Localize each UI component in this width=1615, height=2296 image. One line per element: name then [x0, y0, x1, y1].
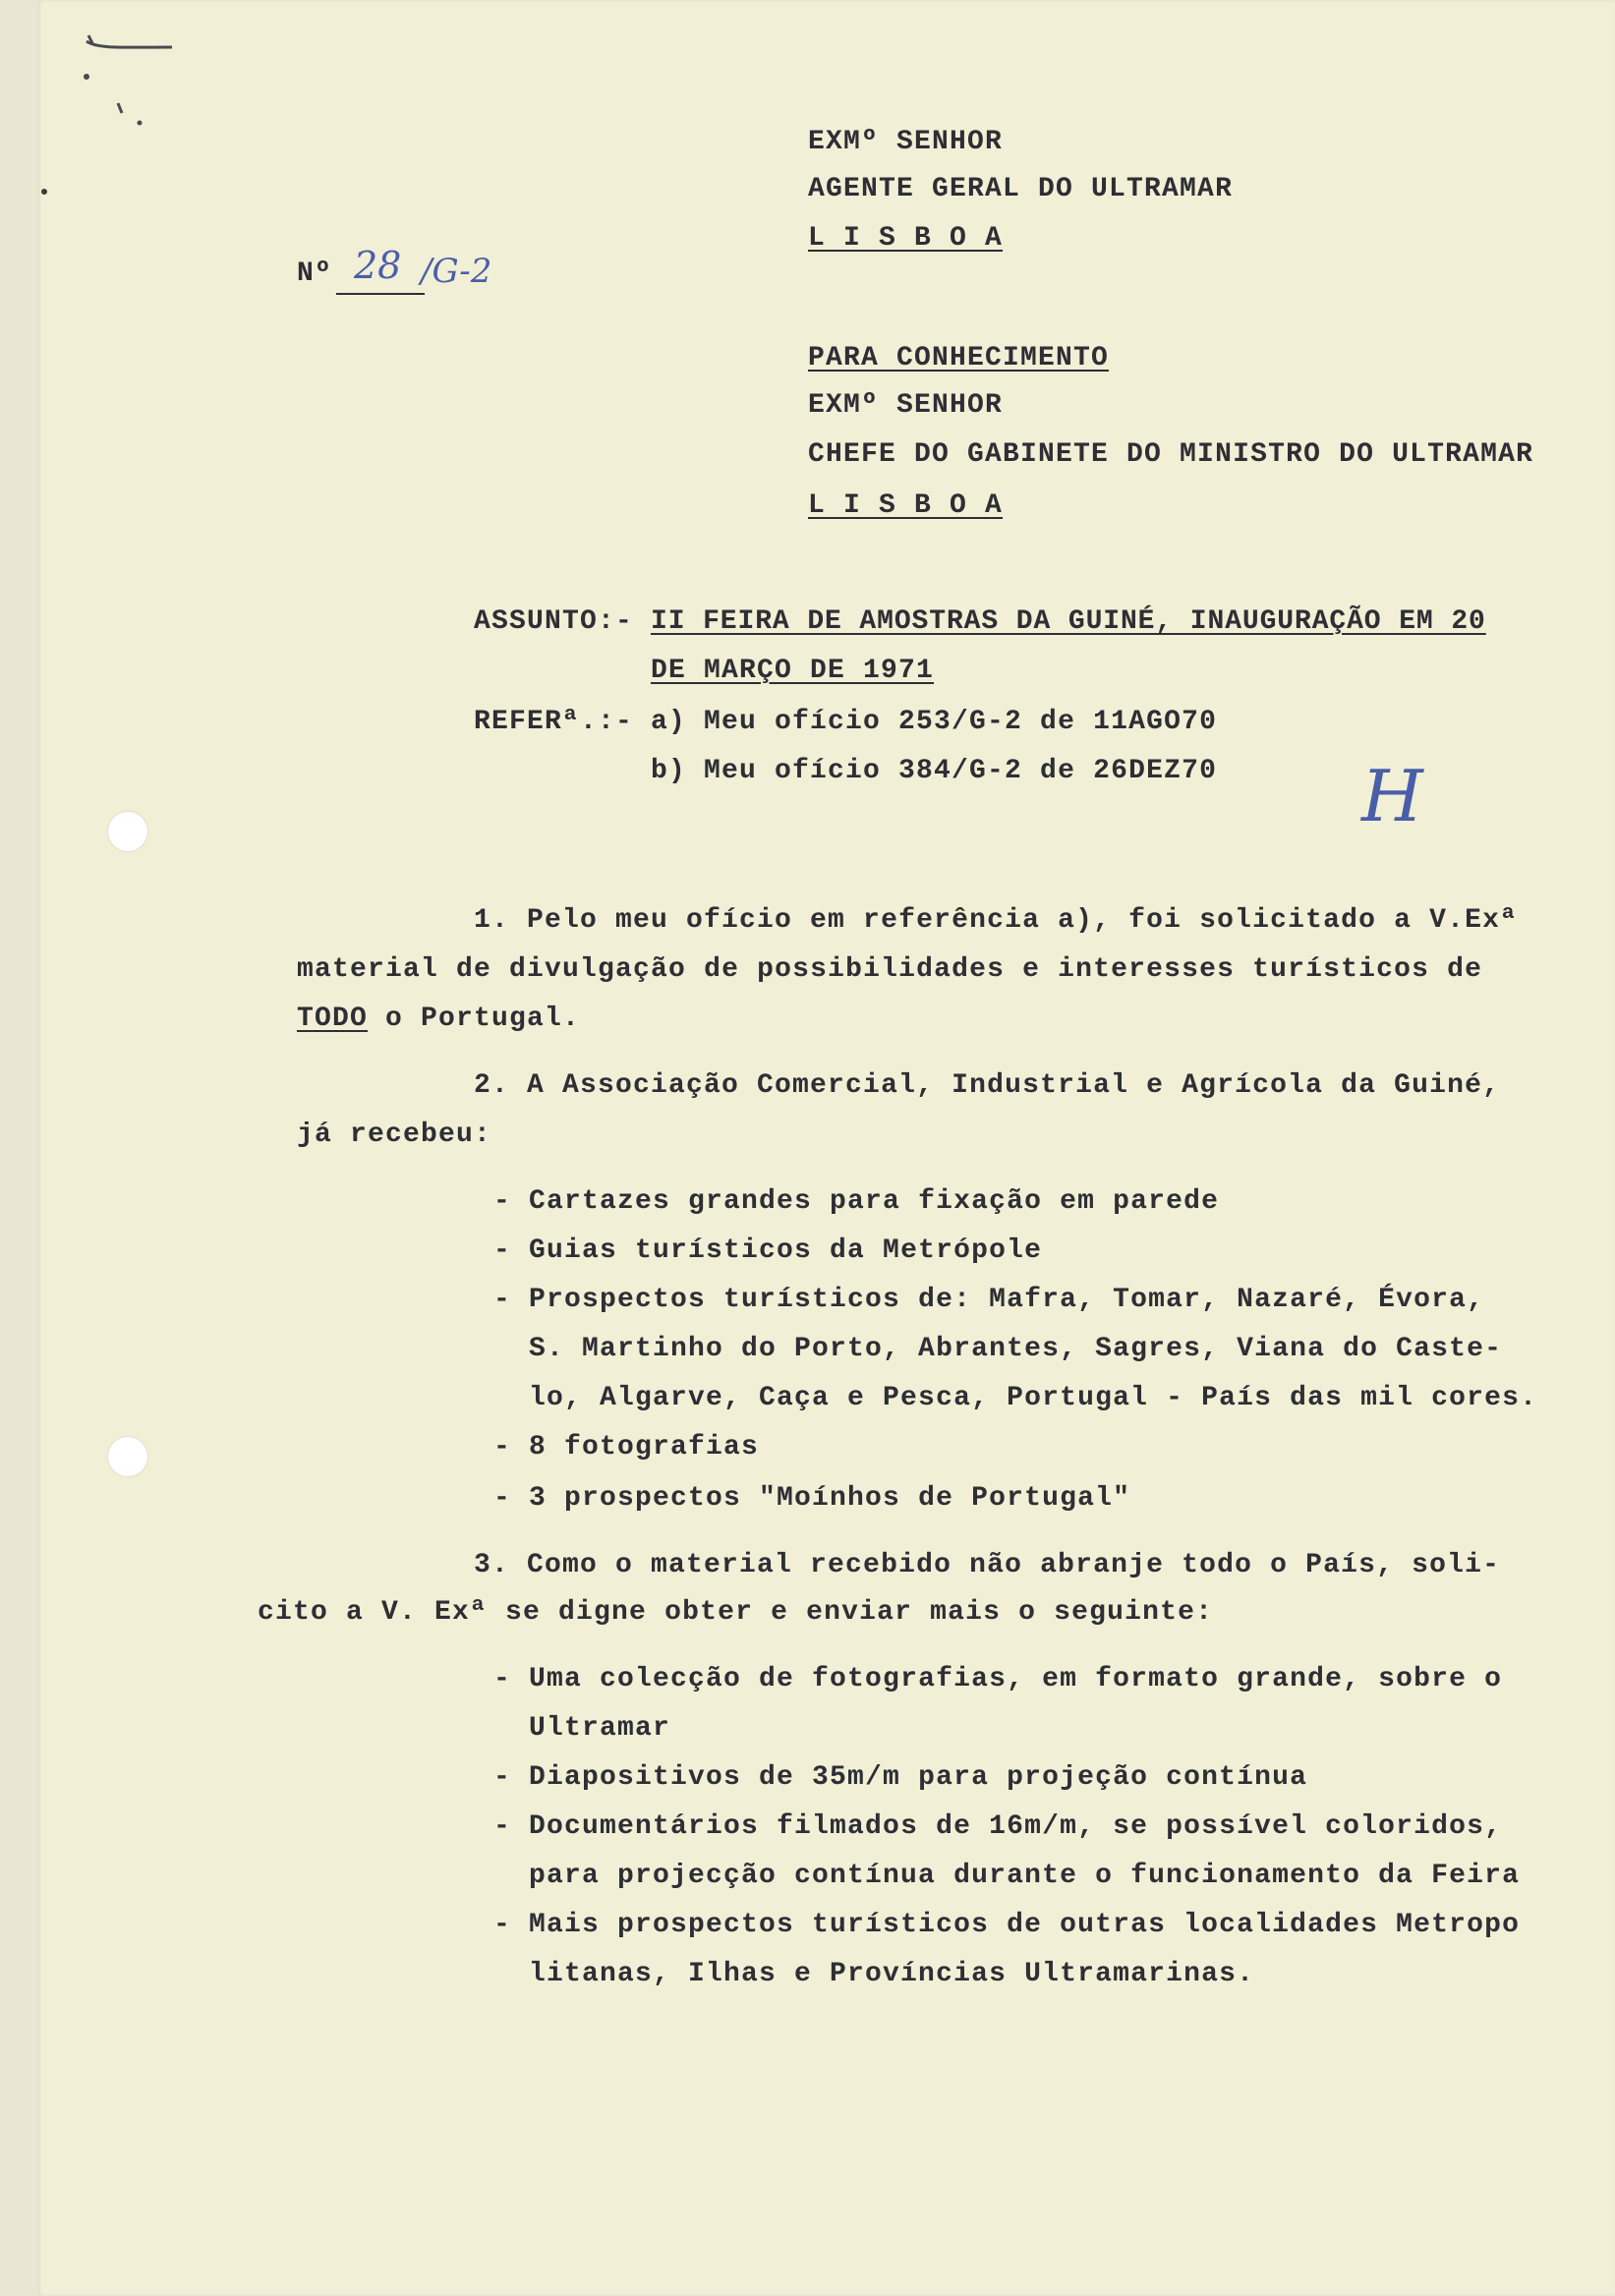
reference-b: b) Meu ofício 384/G-2 de 26DEZ70	[651, 756, 1218, 786]
list1-item: - 3 prospectos "Moínhos de Portugal"	[493, 1483, 1131, 1514]
para2-line-1: 2. A Associação Comercial, Industrial e Agrícola da Guiné,	[474, 1070, 1501, 1101]
reference-a: a) Meu ofício 253/G-2 de 11AGO70	[651, 707, 1218, 737]
references-label: REFERª.:-	[474, 707, 634, 737]
list1-item: - Prospectos turísticos de: Mafra, Tomar, Nazaré, Évora,	[493, 1285, 1485, 1315]
list1-item: - 8 fotografias	[493, 1432, 760, 1463]
addressee-title: AGENTE GERAL DO ULTRAMAR	[808, 174, 1234, 204]
list1-item-continuation: lo, Algarve, Caça e Pesca, Portugal - País das mil cores.	[529, 1383, 1538, 1413]
subject-line-1: II FEIRA DE AMOSTRAS DA GUINÉ, INAUGURAÇÃO EM 20	[651, 606, 1486, 637]
copy-to-title: CHEFE DO GABINETE DO MINISTRO DO ULTRAMAR	[808, 439, 1534, 470]
addressee-salutation: EXMº SENHOR	[808, 127, 1004, 157]
list2-item: - Documentários filmados de 16m/m, se possível coloridos,	[493, 1811, 1503, 1842]
list2-item-continuation: Ultramar	[529, 1713, 671, 1744]
subject-label: ASSUNTO:-	[474, 606, 634, 637]
corner-scribble-mark	[79, 20, 187, 128]
subject-line-2: DE MARÇO DE 1971	[651, 656, 935, 686]
para2-line-2: já recebeu:	[297, 1119, 492, 1150]
list2-item-continuation: litanas, Ilhas e Províncias Ultramarinas.	[529, 1959, 1255, 1989]
reference-handwritten-number: 28	[354, 244, 402, 287]
list2-item: - Diapositivos de 35m/m para projeção contínua	[493, 1762, 1308, 1793]
copy-to-heading: PARA CONHECIMENTO	[808, 343, 1110, 373]
punch-hole-bottom	[108, 1437, 147, 1476]
addressee-city: L I S B O A	[808, 223, 1004, 254]
para1-line-3	[297, 1003, 580, 1036]
reference-underline	[336, 293, 425, 295]
margin-dot	[41, 189, 47, 195]
list2-item-continuation: para projecção contínua durante o funcionamento da Feira	[529, 1861, 1521, 1891]
reference-prefix: Nº	[297, 258, 333, 289]
para1-line-2: material de divulgação de possibilidades e interesses turísticos de	[297, 954, 1483, 985]
para1-emphasis: TODO	[297, 1004, 369, 1034]
list2-item: - Uma colecção de fotografias, em formato grande, sobre o	[493, 1664, 1503, 1694]
para1-line-3-rest: o Portugal.	[368, 1004, 581, 1034]
reference-suffix: /G-2	[421, 252, 492, 291]
para1-line-1: 1. Pelo meu ofício em referência a), foi solicitado a V.Exª	[474, 905, 1519, 936]
para3-line-2: cito a V. Exª se digne obter e enviar mais o seguinte:	[258, 1597, 1214, 1628]
list2-item: - Mais prospectos turísticos de outras localidades Metropo	[493, 1910, 1521, 1940]
list1-item: - Guias turísticos da Metrópole	[493, 1235, 1043, 1266]
copy-to-city: L I S B O A	[808, 490, 1004, 521]
copy-to-salutation: EXMº SENHOR	[808, 390, 1004, 421]
para3-line-1: 3. Como o material recebido não abranje todo o País, soli-	[474, 1550, 1501, 1580]
list1-item-continuation: S. Martinho do Porto, Abrantes, Sagres, Viana do Caste-	[529, 1334, 1503, 1364]
handwritten-initials: H	[1361, 755, 1423, 837]
list1-item: - Cartazes grandes para fixação em parede	[493, 1186, 1220, 1217]
punch-hole-top	[108, 812, 147, 851]
